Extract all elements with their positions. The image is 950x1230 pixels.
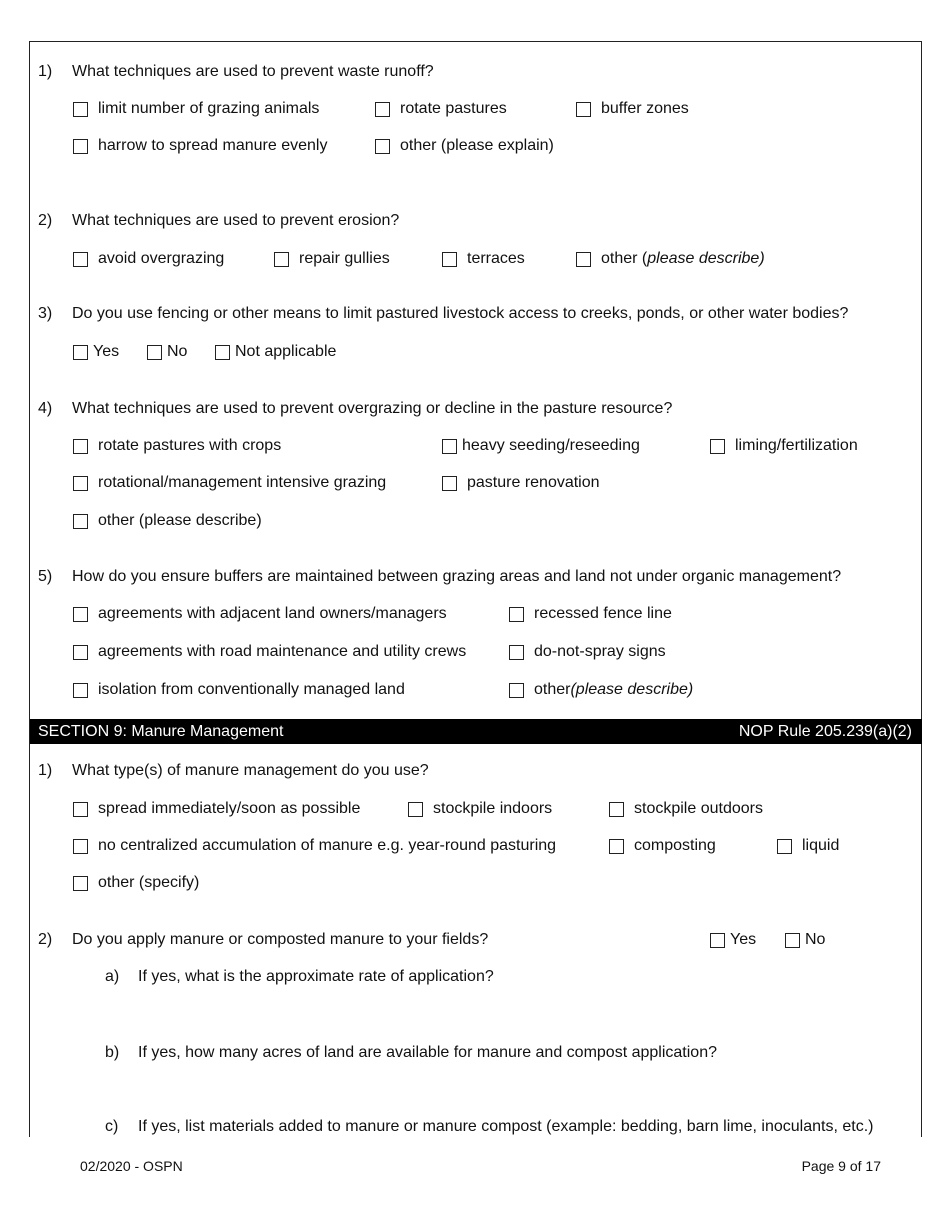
question-number: 2) <box>38 212 53 229</box>
section-title: SECTION 9: Manure Management <box>38 723 284 740</box>
sub-question-text: If yes, list materials added to manure or manure compost (example: bedding, barn lime, inoculants, etc.) <box>138 1118 874 1135</box>
checkbox-fencing-yes[interactable]: Yes <box>73 343 119 361</box>
question-text: What type(s) of manure management do you use? <box>72 762 429 779</box>
checkbox-liquid[interactable]: liquid <box>777 837 839 855</box>
checkbox-no-centralized[interactable]: no centralized accumulation of manure e.g. year-round pasturing <box>73 837 556 855</box>
checkbox-isolation[interactable]: isolation from conventionally managed land <box>73 681 405 699</box>
checkbox-pasture-renovation[interactable]: pasture renovation <box>442 474 600 492</box>
question-number: 1) <box>38 63 53 80</box>
checkbox-heavy-seeding[interactable]: heavy seeding/reseeding <box>442 437 640 455</box>
checkbox-rotate-with-crops[interactable]: rotate pastures with crops <box>73 437 281 455</box>
checkbox-other-describe[interactable]: other ( please describe) <box>576 250 765 268</box>
sub-question-letter: a) <box>105 968 120 985</box>
footer-date: 02/2020 - OSPN <box>80 1158 183 1174</box>
sub-question-letter: b) <box>105 1044 120 1061</box>
checkbox-rotate-pastures[interactable]: rotate pastures <box>375 100 507 118</box>
checkbox-other-describe[interactable]: other (please describe) <box>509 681 693 699</box>
checkbox-limit-grazing[interactable]: limit number of grazing animals <box>73 100 319 118</box>
checkbox-repair-gullies[interactable]: repair gullies <box>274 250 390 268</box>
checkbox-fencing-no[interactable]: No <box>147 343 187 361</box>
checkbox-buffer-zones[interactable]: buffer zones <box>576 100 689 118</box>
checkbox-rotational-grazing[interactable]: rotational/management intensive grazing <box>73 474 386 492</box>
nop-rule-reference: NOP Rule 205.239(a)(2) <box>738 723 912 740</box>
footer-page-number: Page 9 of 17 <box>801 1158 881 1174</box>
question-text: What techniques are used to prevent overgrazing or decline in the pasture resource? <box>72 400 673 417</box>
question-number: 2) <box>38 931 53 948</box>
question-text: What techniques are used to prevent waste runoff? <box>72 63 434 80</box>
question-number: 1) <box>38 762 53 779</box>
checkbox-fencing-na[interactable]: Not applicable <box>215 343 336 361</box>
checkbox-recessed-fence[interactable]: recessed fence line <box>509 605 672 623</box>
question-text: How do you ensure buffers are maintained between grazing areas and land not under organic management? <box>72 568 842 585</box>
question-number: 5) <box>38 568 53 585</box>
question-number: 3) <box>38 305 53 322</box>
checkbox-terraces[interactable]: terraces <box>442 250 525 268</box>
checkbox-manure-yes[interactable]: Yes <box>710 931 756 949</box>
checkbox-spread-immediately[interactable]: spread immediately/soon as possible <box>73 800 360 818</box>
sub-question-letter: c) <box>105 1118 119 1135</box>
checkbox-harrow[interactable]: harrow to spread manure evenly <box>73 137 327 155</box>
question-number: 4) <box>38 400 53 417</box>
checkbox-manure-no[interactable]: No <box>785 931 825 949</box>
sub-question-text: If yes, what is the approximate rate of application? <box>138 968 494 985</box>
checkbox-liming[interactable]: liming/fertilization <box>710 437 858 455</box>
checkbox-other-describe[interactable]: other (please describe) <box>73 512 262 530</box>
checkbox-composting[interactable]: composting <box>609 837 716 855</box>
checkbox-other-explain[interactable]: other (please explain) <box>375 137 554 155</box>
checkbox-other-specify[interactable]: other (specify) <box>73 874 199 892</box>
sub-question-text: If yes, how many acres of land are available for manure and compost application? <box>138 1044 717 1061</box>
checkbox-avoid-overgrazing[interactable]: avoid overgrazing <box>73 250 224 268</box>
checkbox-stockpile-outdoors[interactable]: stockpile outdoors <box>609 800 763 818</box>
checkbox-adjacent-owners[interactable]: agreements with adjacent land owners/managers <box>73 605 447 623</box>
section-header-bar <box>30 719 922 744</box>
question-text: What techniques are used to prevent erosion? <box>72 212 400 229</box>
checkbox-stockpile-indoors[interactable]: stockpile indoors <box>408 800 552 818</box>
question-text: Do you apply manure or composted manure to your fields? <box>72 931 489 948</box>
checkbox-road-crews[interactable]: agreements with road maintenance and utility crews <box>73 643 466 661</box>
checkbox-no-spray-signs[interactable]: do-not-spray signs <box>509 643 666 661</box>
question-text: Do you use fencing or other means to limit pastured livestock access to creeks, ponds, or other water bodies? <box>72 305 849 322</box>
